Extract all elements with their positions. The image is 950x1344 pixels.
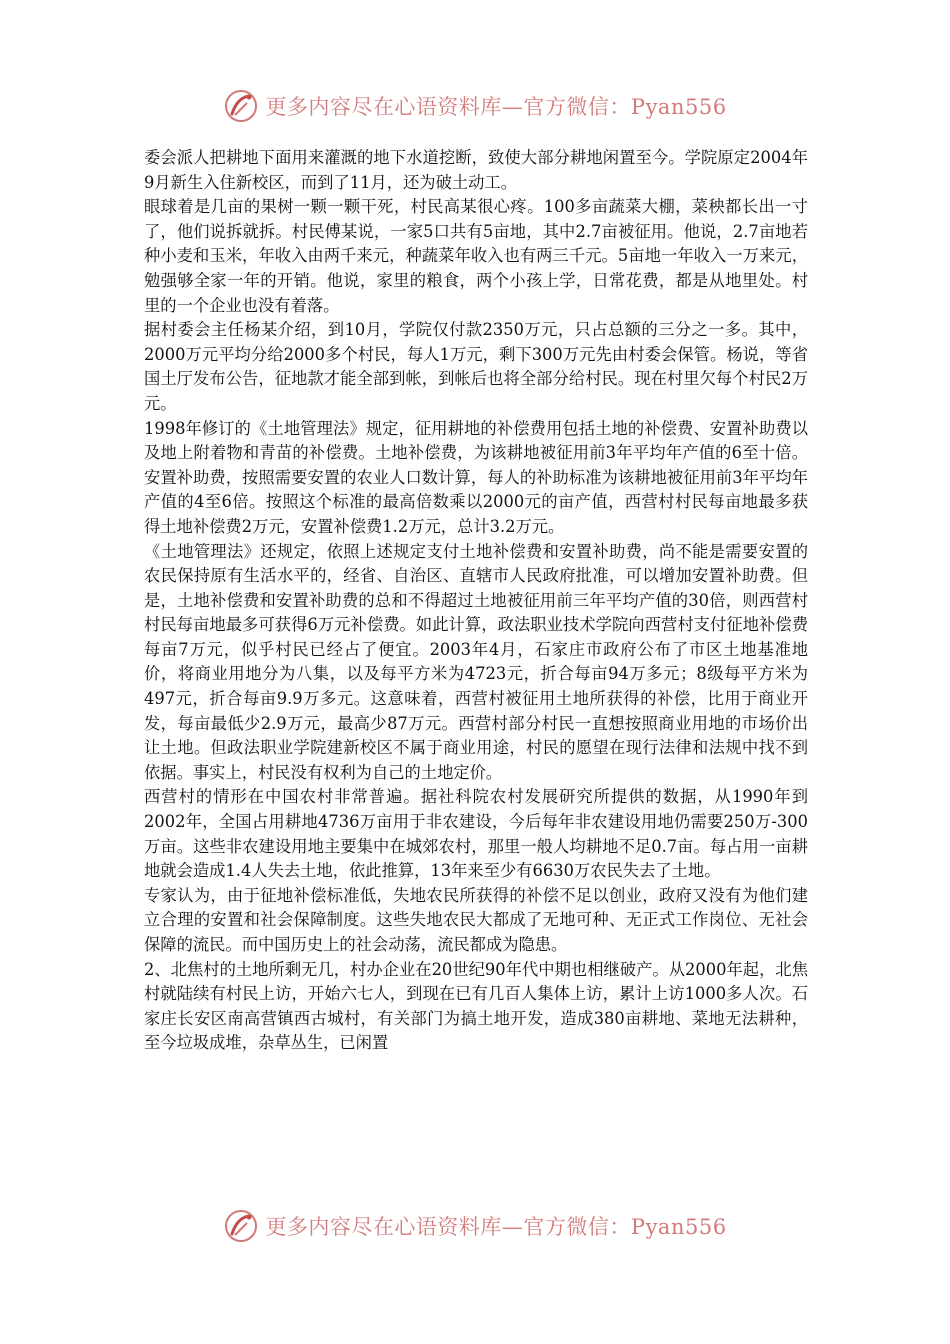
pen-scroll-logo-icon <box>223 1208 259 1244</box>
header-banner <box>0 86 950 126</box>
paragraph: 专家认为，由于征地补偿标准低，失地农民所获得的补偿不足以创业，政府又没有为他们建立合理的安置和社会保障制度。这些失地农民大都成了无地可种、无正式工作岗位、无社会保障的流民。而中国历史上的社会动荡，流民都成为隐患。 <box>144 885 808 954</box>
pen-scroll-logo-icon <box>223 88 259 124</box>
paragraph: 1998年修订的《土地管理法》规定，征用耕地的补偿费用包括土地的补偿费、安置补助费以及地上附着物和青苗的补偿费。土地补偿费，为该耕地被征用前3年平均年产值的6至十倍。安置补助费，按照需要安置的农业人口数计算，每人的补助标准为该耕地被征用前3年平均年产值的4至6倍。按照这个标准的最高倍数乘以2000元的亩产值，西营村村民每亩地最多获得土地补偿费2万元，安置补偿费1.2万元，总计3.2万元。 <box>144 418 808 536</box>
paragraph: 《土地管理法》还规定，依照上述规定支付土地补偿费和安置补助费，尚不能是需要安置的农民保持原有生活水平的，经省、自治区、直辖市人民政府批准，可以增加安置补助费。但是，土地补偿费和安置补助费的总和不得超过土地被征用前三年平均产值的30倍，则西营村村民每亩地最多可获得6万元补偿费。如此计算，政法职业技术学院向西营村支付征地补偿费每亩7万元，似乎村民已经占了便宜。2003年4月，石家庄市政府公布了市区土地基准地价，将商业用地分为八集，以及每平方米为4723元，折合每亩94万多元；8级每平方米为497元，折合每亩9.9万多元。这意味着，西营村被征用土地所获得的补偿，比用于商业开发，每亩最低少2.9万元，最高少87万元。西营村部分村民一直想按照商业用地的市场价出让土地。但政法职业学院建新校区不属于商业用途，村民的愿望在现行法律和法规中找不到依据。事实上，村民没有权利为自己的土地定价。 <box>144 541 808 782</box>
header-banner-text: 更多内容尽在心语资料库—官方微信：Pyan556 <box>265 95 727 119</box>
paragraph: 据村委会主任杨某介绍，到10月，学院仅付款2350万元，只占总额的三分之一多。其中，2000万元平均分给2000多个村民，每人1万元，剩下300万元先由村委会保管。杨说，等省国土厅发布公告，征地款才能全部到帐，到帐后也将全部分给村民。现在村里欠每个村民2万元。 <box>144 320 808 413</box>
article-body <box>144 146 808 1056</box>
footer-banner <box>0 1206 950 1246</box>
footer-banner-text: 更多内容尽在心语资料库—官方微信：Pyan556 <box>265 1215 727 1239</box>
paragraph: 委会派人把耕地下面用来灌溉的地下水道挖断，致使大部分耕地闲置至今。学院原定2004年9月新生入住新校区，而到了11月，还为破土动工。 <box>144 148 808 192</box>
paragraph: 眼球着是几亩的果树一颗一颗干死，村民高某很心疼。100多亩蔬菜大棚，菜秧都长出一寸了，他们说拆就拆。村民傅某说，一家5口共有5亩地，其中2.7亩被征用。他说，2.7亩地若种小麦和玉米，年收入由两千来元，种蔬菜年收入也有两三千元。5亩地一年收入一万来元，勉强够全家一年的开销。他说，家里的粮食，两个小孩上学，日常花费，都是从地里处。村里的一个企业也没有着落。 <box>144 197 808 315</box>
paragraph: 西营村的情形在中国农村非常普遍。据社科院农村发展研究所提供的数据，从1990年到2002年，全国占用耕地4736万亩用于非农建设，今后每年非农建设用地仍需要250万-300万亩。这些非农建设用地主要集中在城郊农村，那里一般人均耕地不足0.7亩。每占用一亩耕地就会造成1.4人失去土地，依此推算，13年来至少有6630万农民失去了土地。 <box>144 787 808 881</box>
paragraph: 2、北焦村的土地所剩无几，村办企业在20世纪90年代中期也相继破产。从2000年起，北焦村就陆续有村民上访，开始六七人，到现在已有几百人集体上访，累计上访1000多人次。石家庄长安区南高营镇西古城村，有关部门为搞土地开发，造成380亩耕地、菜地无法耕种，至今垃圾成堆，杂草丛生，已闲置 <box>144 959 808 1053</box>
